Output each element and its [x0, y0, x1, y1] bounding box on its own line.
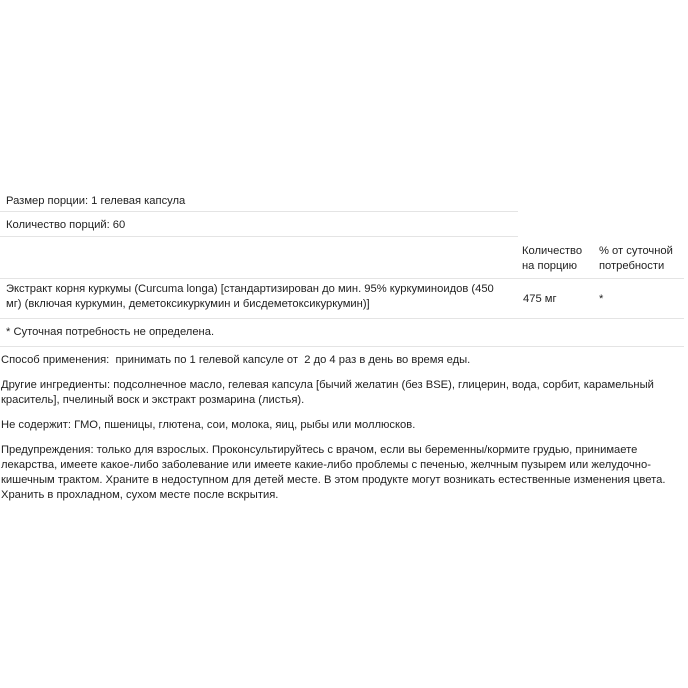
- table-header-row: [0, 237, 684, 279]
- servings-per-container: Количество порций: 60: [6, 219, 126, 231]
- usage-note: Способ применения: принимать по 1 гелевой капсуле от 2 до 4 раз в день во время еды.: [1, 354, 471, 366]
- ingredient-daily-value: *: [599, 293, 604, 305]
- warnings-note: Предупреждения: только для взрослых. Проконсультируйтесь с врачом, если вы беременны/кормите грудью, принимаете лекарства, имеете какое-либо заболевание или имеете какие-либо проблемы с печенью, желчным пузырем или желудочно-кишечным трактом. Храните в недоступном для детей месте. В этом продукте могут возникать естественные изменения цвета. Хранить в прохладном, сухом месте после вскрытия.: [1, 444, 669, 501]
- free-of-note: Не содержит: ГМО, пшеницы, глютена, сои, молока, яиц, рыбы или моллюсков.: [1, 419, 416, 431]
- footnote-row: [0, 319, 684, 347]
- ingredient-name: Экстракт корня куркумы (Curcuma longa) [стандартизирован до мин. 95% куркуминоидов (450 мг) (включая куркумин, деметоксикуркумин и бисдеметоксикуркумин)]: [6, 283, 494, 310]
- daily-value-header: % от суточной потребности: [599, 245, 673, 272]
- product-notes: [0, 353, 684, 513]
- serving-size-row: [0, 188, 518, 212]
- servings-per-container-row: [0, 212, 518, 237]
- other-ingredients-note: Другие ингредиенты: подсолнечное масло, гелевая капсула [бычий желатин (без BSE), глицерин, вода, сорбит, карамельный краситель], пчелиный воск и экстракт розмарина (листья).: [1, 379, 658, 406]
- daily-value-footnote: * Суточная потребность не определена.: [6, 326, 215, 338]
- ingredient-amount: 475 мг: [523, 293, 557, 305]
- ingredient-row: [0, 279, 684, 319]
- amount-per-serving-header: Количество на порцию: [522, 245, 583, 272]
- serving-size: Размер порции: 1 гелевая капсула: [6, 195, 186, 207]
